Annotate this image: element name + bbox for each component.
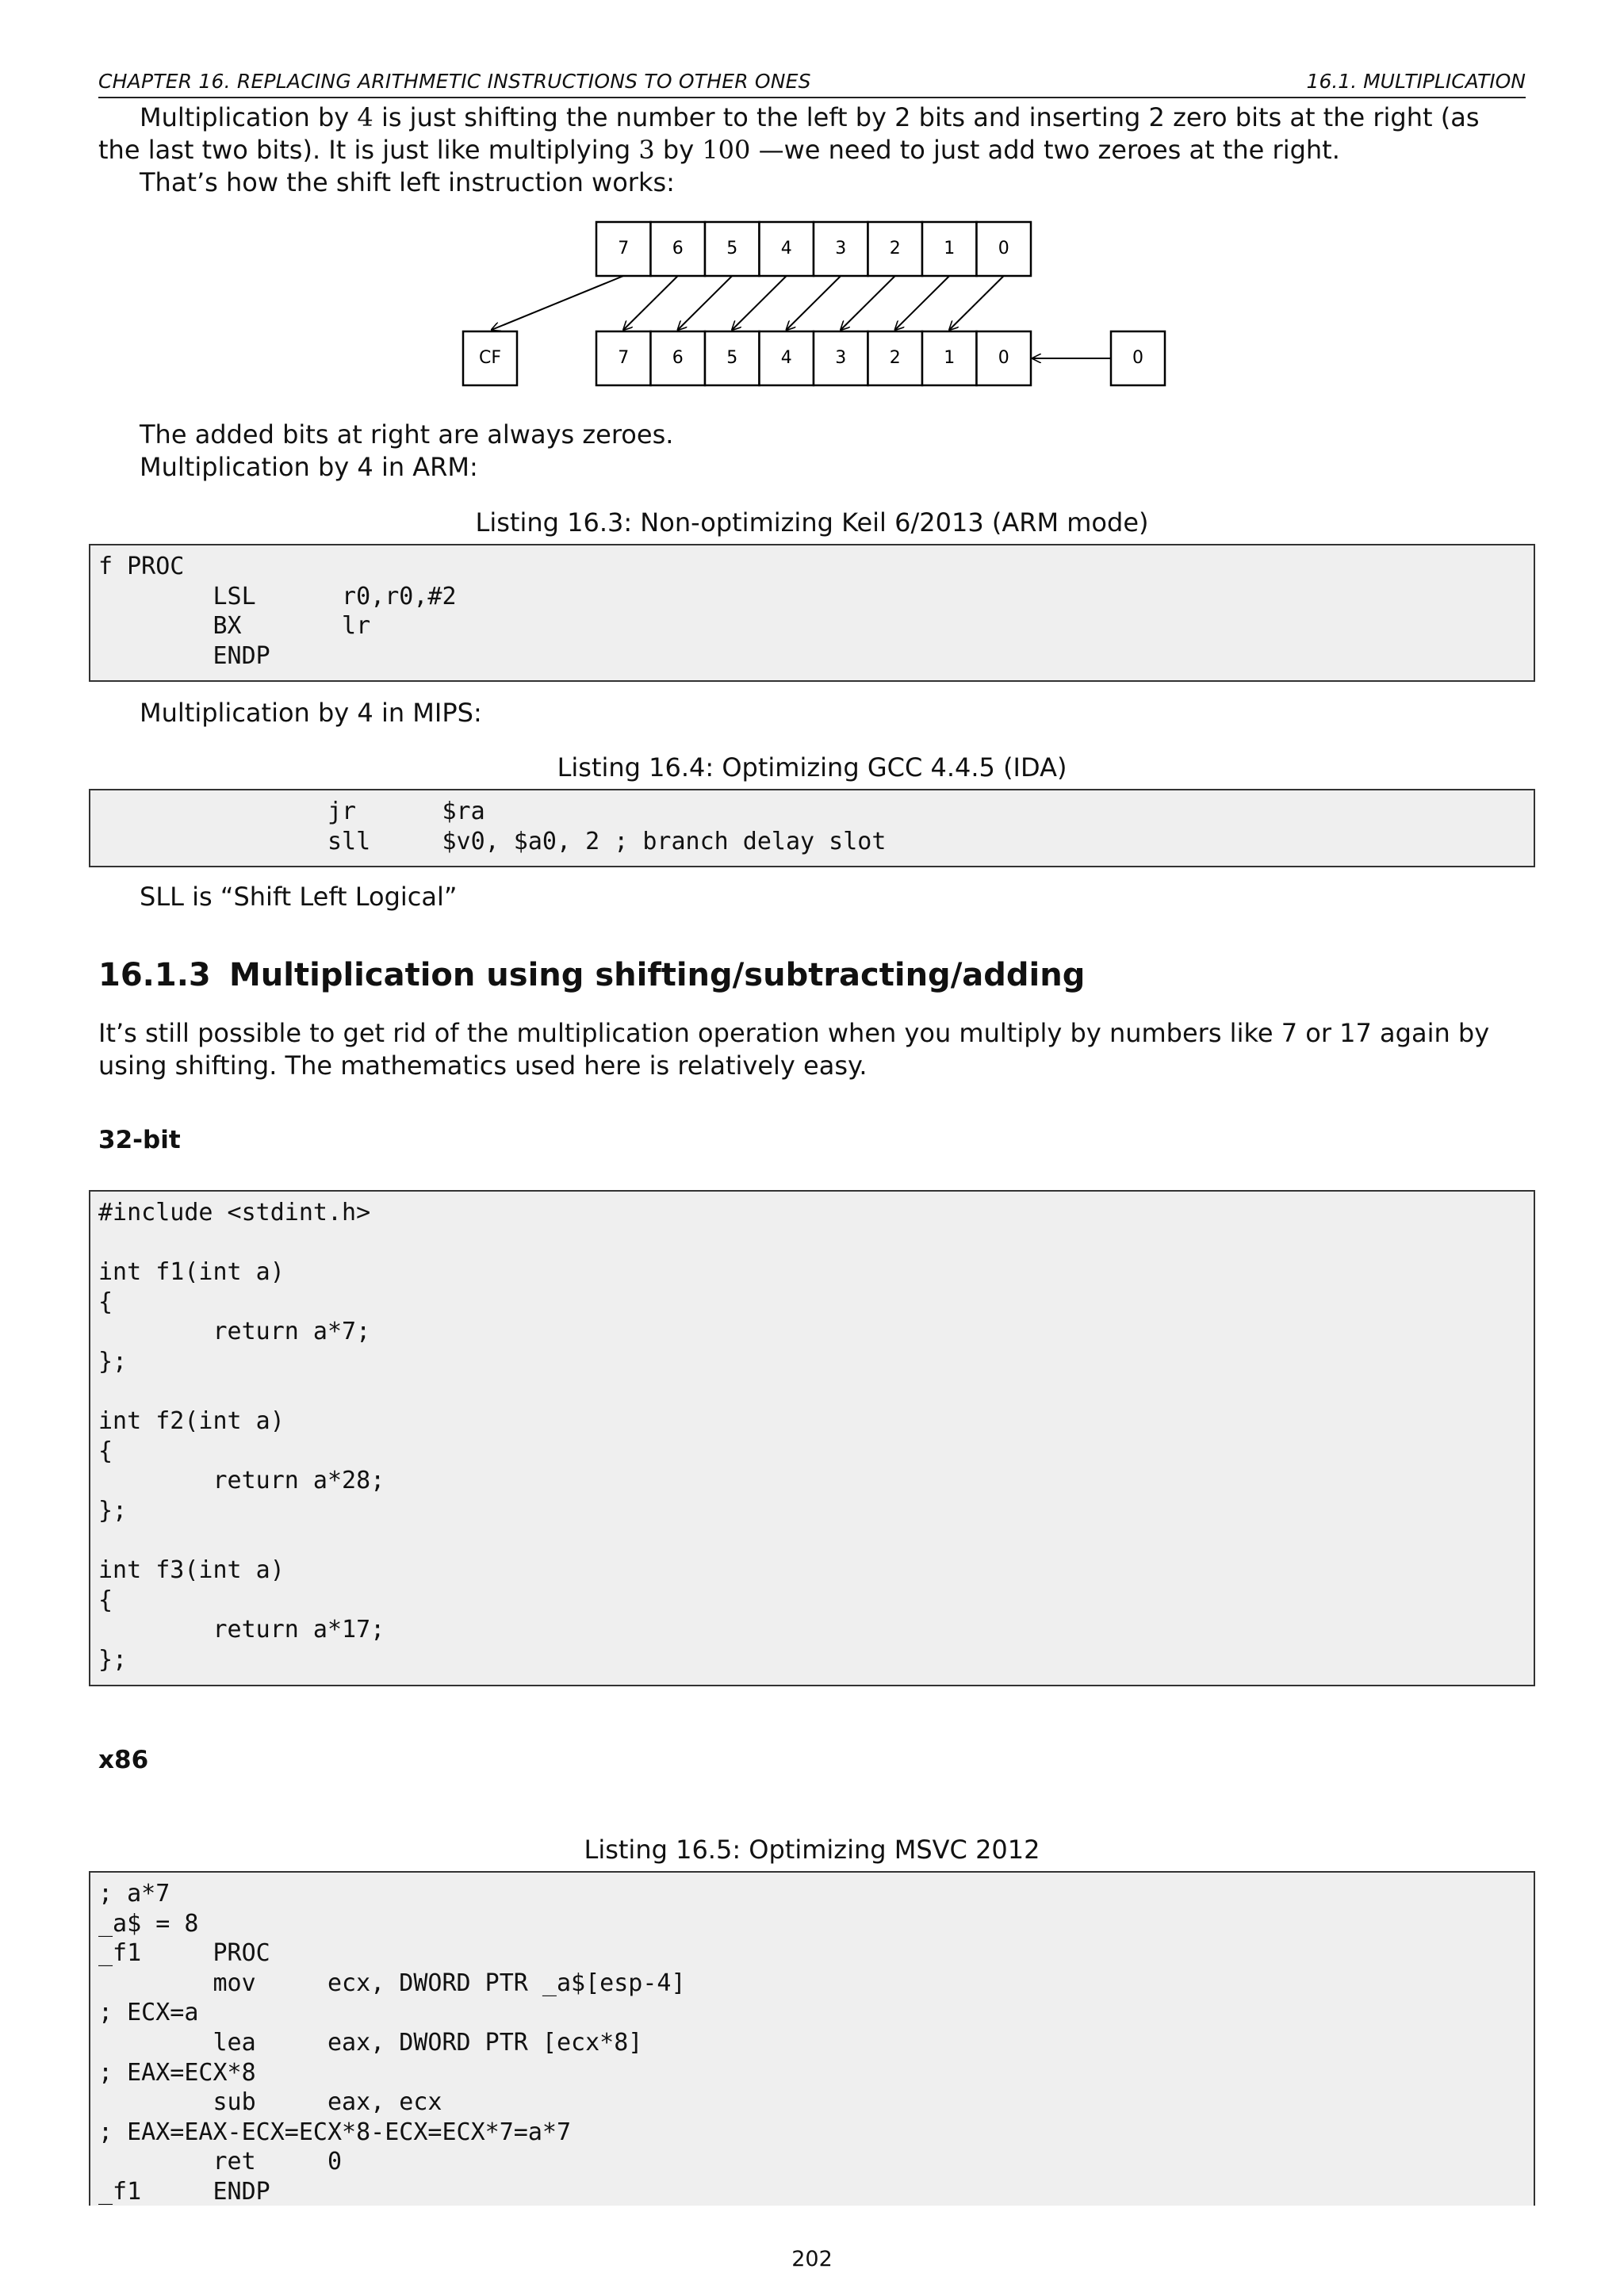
shift-arrow-4 <box>787 276 841 330</box>
mips-intro-paragraph: Multiplication by 4 in MIPS: <box>140 698 482 728</box>
intro-text-d: —we need to just add two zeroes at the right. <box>750 135 1340 165</box>
arm-intro-paragraph: Multiplication by 4 in ARM: <box>140 452 478 482</box>
listing-16-3-caption: Listing 16.3: Non-optimizing Keil 6/2013 (ARM mode) <box>475 507 1149 538</box>
incoming-zero-label: 0 <box>1132 348 1143 368</box>
result-bit-bit-label-4: 4 <box>780 348 792 368</box>
header-rule <box>98 97 1526 98</box>
source-bit-bit-label-5: 5 <box>726 239 738 258</box>
subsection-32bit-heading: 32-bit <box>98 1126 181 1154</box>
shift-intro-paragraph: That’s how the shift left instruction works: <box>140 167 675 197</box>
listing-16-3-code-box <box>89 544 1535 682</box>
source-bit-bit-label-1: 1 <box>944 239 956 258</box>
running-header-section: 16.1. MULTIPLICATION <box>1306 70 1526 93</box>
shift-arrow-3 <box>732 276 787 330</box>
c-source-code: #include <stdint.h> int f1(int a) { return a*7; }; int f2(int a) { return a*28; }; int f3(int a) { return a*17; }; <box>98 1199 385 1674</box>
intro-text-b: is just shifting the number to the left by 2 bits and inserting 2 zero bits at the right (as the last two bits). It is just like multiplying <box>98 102 1480 165</box>
listing-16-4-code-box <box>89 789 1535 867</box>
result-bit-bit-label-1: 1 <box>944 348 956 368</box>
source-bit-bit-label-3: 3 <box>835 239 847 258</box>
result-bit-bit-label-5: 5 <box>726 348 738 368</box>
intro-text-a: Multiplication by <box>140 102 358 132</box>
page-number: 202 <box>791 2247 833 2271</box>
intro-math-four: 4 <box>357 102 373 132</box>
source-bit-bit-label-2: 2 <box>889 239 901 258</box>
result-register <box>596 331 1031 385</box>
intro-math-three: 3 <box>638 135 655 165</box>
listing-16-5-code-box <box>89 1871 1535 2206</box>
shift-arrow-2 <box>678 276 733 330</box>
shift-left-diagram <box>0 214 1624 396</box>
section-number: 16.1.3 <box>98 957 211 993</box>
subsection-x86-heading: x86 <box>98 1746 149 1774</box>
result-bit-bit-label-3: 3 <box>835 348 847 368</box>
source-bit-bit-label-7: 7 <box>618 239 630 258</box>
section-title: Multiplication using shifting/subtracting/adding <box>229 957 1086 993</box>
sll-note-paragraph: SLL is “Shift Left Logical” <box>140 882 458 912</box>
result-bit-bit-label-7: 7 <box>618 348 630 368</box>
running-header-chapter: CHAPTER 16. REPLACING ARITHMETIC INSTRUCTIONS TO OTHER ONES <box>98 70 811 93</box>
listing-16-5-code: ; a*7 _a$ = 8 _f1 PROC mov ecx, DWORD PTR _a$[esp-4] ; ECX=a lea eax, DWORD PTR [ecx*8] ; EAX=ECX*8 sub eax, ecx ; EAX=EAX-ECX=ECX*8-ECX=ECX*7=a*7 ret 0 _f1 ENDP <box>98 1880 686 2206</box>
listing-16-3-code: f PROC LSL r0,r0,#2 BX lr ENDP <box>98 553 457 670</box>
shift-arrow-1 <box>623 276 678 330</box>
intro-paragraph <box>98 101 1526 166</box>
incoming-zero-box <box>1111 331 1165 385</box>
section-heading <box>98 957 1085 993</box>
listing-16-5-caption: Listing 16.5: Optimizing MSVC 2012 <box>584 1835 1040 1865</box>
shift-arrow-6 <box>895 276 950 330</box>
source-register <box>596 222 1031 276</box>
carry-flag-box <box>463 331 517 385</box>
result-bit-bit-label-2: 2 <box>889 348 901 368</box>
result-bit-bit-label-0: 0 <box>998 348 1009 368</box>
source-bit-bit-label-4: 4 <box>780 239 792 258</box>
arrow-to-carry-flag <box>492 276 623 330</box>
shift-arrow-7 <box>949 276 1004 330</box>
intro-math-hundred: 100 <box>702 135 751 165</box>
c-source-code-box <box>89 1190 1535 1686</box>
source-bit-bit-label-0: 0 <box>998 239 1009 258</box>
added-bits-paragraph: The added bits at right are always zeroes. <box>140 419 674 450</box>
shift-arrow-5 <box>841 276 895 330</box>
carry-flag-label: CF <box>478 348 502 368</box>
listing-16-4-code: jr $ra sll $v0, $a0, 2 ; branch delay slot <box>327 798 887 855</box>
listing-16-4-caption: Listing 16.4: Optimizing GCC 4.4.5 (IDA) <box>557 752 1067 783</box>
result-bit-bit-label-6: 6 <box>672 348 684 368</box>
source-bit-bit-label-6: 6 <box>672 239 684 258</box>
section-body-paragraph: It’s still possible to get rid of the multiplication operation when you multiply by numbers like 7 or 17 again by using shifting. The mathematics used here is relatively easy. <box>98 1018 1490 1081</box>
intro-text-c: by <box>654 135 703 165</box>
